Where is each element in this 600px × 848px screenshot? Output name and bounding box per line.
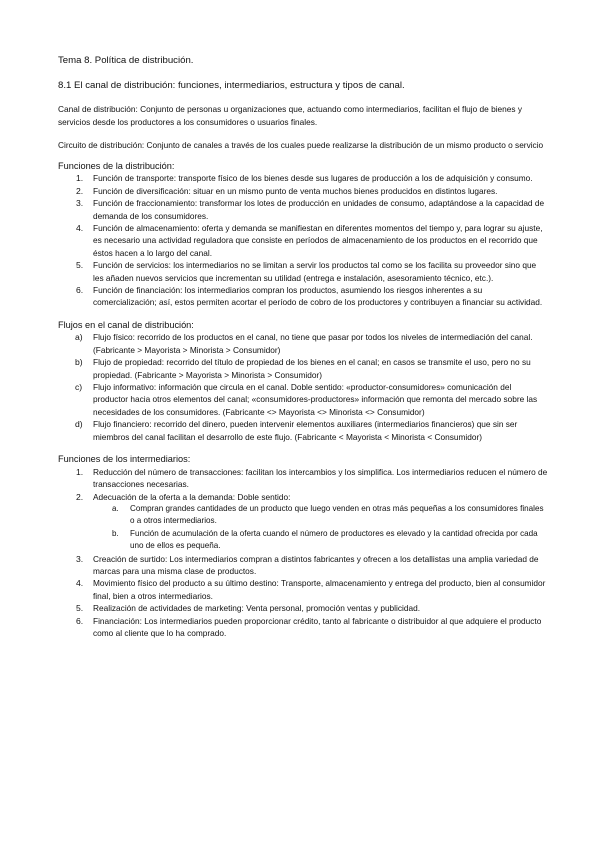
intermediarios-heading: Funciones de los intermediarios:	[58, 454, 191, 465]
list-item: 3. Creación de surtido: Los intermediarios compran a distintos fabricantes y ofrecen a los detallistas una amplia variedad de marcas para una misma clase de productos.	[76, 553, 539, 576]
list-item: a) Flujo físico: recorrido de los productos en el canal, no tiene que pasar por todos los niveles de intermediación del canal. (Fabricante > Mayorista > Minorista > Consumidor)	[75, 332, 533, 355]
list-item: 3. Función de fraccionamiento: transformar los lotes de producción en unidades de consumo, adaptándose a la capacidad de demanda de los consumidores.	[76, 198, 545, 221]
intermediarios-list	[58, 466, 548, 503]
list-item: b) Flujo de propiedad: recorrido del título de propiedad de los bienes en el canal; en casos se transmite el uso, pero no su propiedad. (Fabricante > Mayorista > Minorista > Consumidor)	[75, 357, 531, 380]
list-item: 2. Adecuación de la oferta a la demanda: Doble sentido:	[76, 491, 291, 502]
sub-list-item: a. Compran grandes cantidades de un producto que luego venden en otras más pequeñas a los consumidores finales o a otros intermediarios.	[112, 503, 544, 526]
list-item: 2. Función de diversificación: situar en un mismo punto de venta muchos bienes producidos en distintos lugares.	[76, 185, 498, 196]
page-title: Tema 8. Política de distribución.	[58, 55, 194, 66]
funciones-list	[58, 172, 548, 308]
list-item: c) Flujo informativo: información que circula en el canal. Doble sentido: «productor-consumidores» comunicación del productor hacia otros elementos del canal; «consumidores-productores» información que remonta del mercado sobre las necesidades de los consumidores. (Fabricante <> Mayorista <> Minorista <> Consumidor)	[75, 382, 538, 417]
list-item: 4. Función de almacenamiento: oferta y demanda se manifiestan en diferentes momentos del tiempo y, para lograr su ajuste, es necesario una actividad reguladora que consiste en períodos de almacenamiento de los productos en el recorrido que éstos hacen a lo largo del canal.	[76, 223, 543, 258]
canal-definition: Canal de distribución: Conjunto de personas u organizaciones que, actuando como intermediarios, facilitan el flujo de bienes y servicios desde los productores a los consumidores o usuarios finales.	[58, 104, 522, 127]
intermediarios-list-cont	[58, 553, 548, 640]
list-item: 5. Función de servicios: los intermediarios no se limitan a servir los productos tal como se los facilita su proveedor sino que les añaden nuevos servicios que incrementan su utilidad (entrega e instalación, asesoramiento técnico, etc.).	[76, 260, 537, 283]
funciones-heading: Funciones de la distribución:	[58, 160, 175, 171]
list-item: 4. Movimiento físico del producto a su último destino: Transporte, almacenamiento y entrega del producto, bien al consumidor final, bien a otros intermediarios.	[76, 578, 546, 601]
list-item: 6. Financiación: Los intermediarios pueden proporcionar crédito, tanto al fabricante o distribuidor al que adquiere el producto como al cliente que lo ha comprado.	[76, 615, 542, 638]
circuito-definition: Circuito de distribución: Conjunto de canales a través de los cuales puede realizarse la distribución de un mismo producto o servicio	[58, 140, 544, 151]
document-page	[58, 55, 548, 639]
list-item: 1. Reducción del número de transacciones: facilitan los intercambios y los simplifica. Los intermediarios reducen el número de transacciones necesarias.	[76, 466, 548, 490]
flujos-list	[58, 331, 548, 443]
section-subtitle: 8.1 El canal de distribución: funciones, intermediarios, estructura y tipos de canal.	[58, 79, 405, 91]
list-item: 6. Función de financiación: los intermediarios compran los productos, asumiendo los riesgos inherentes a su comercialización; así, estos permiten acortar el período de cobro de los productores y contribuyen a financiar su actividad.	[76, 285, 543, 308]
list-item: d) Flujo financiero: recorrido del dinero, pueden intervenir elementos auxiliares (intermediarios financieros) que sin ser miembros del canal facilitan el desarrollo de este flujo. (Fabricante < Mayorista < Minorista < Consumidor)	[75, 419, 518, 442]
adecuacion-sublist	[58, 503, 548, 553]
list-item: 5. Realización de actividades de marketing: Venta personal, promoción ventas y publicidad.	[76, 603, 420, 614]
sub-list-item: b. Función de acumulación de la oferta cuando el número de productores es elevado y la cantidad ofrecida por cada uno de ellos es pequeña.	[112, 528, 538, 551]
list-item: 1. Función de transporte: transporte físico de los bienes desde sus lugares de producción a los de adquisición y consumo.	[76, 173, 533, 184]
flujos-heading: Flujos en el canal de distribución:	[58, 319, 194, 330]
